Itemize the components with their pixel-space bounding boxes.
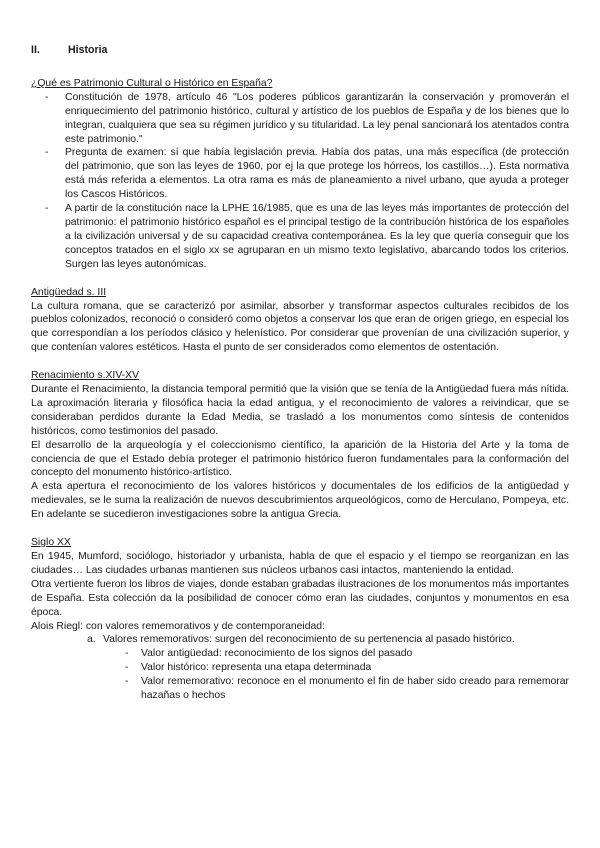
paragraph: En 1945, Mumford, sociólogo, historiador y urbanista, habla de que el espacio y el tiempo se reorganizan en las ciudades… Las ciudades urbanas mantienen sus núcleos urbanos casi intactos, manteniendo la entidad.	[31, 551, 569, 576]
section-title-renacimiento: Renacimiento s.XIV-XV	[31, 370, 139, 382]
sub-list-item: - Valor histórico: representa una etapa determinada	[141, 661, 569, 675]
list-item-text: Valores rememorativos: surgen del reconocimiento de su pertenencia al pasado histórico.	[103, 634, 515, 646]
list-marker: a.	[87, 634, 96, 646]
sub-list-item: - Valor antigüedad: reconocimiento de los signos del pasado	[141, 647, 569, 661]
paragraph: Otra vertiente fueron los libros de viajes, donde estaban grabadas ilustraciones de los monumentos más importantes de España. Esta colección da la posibilidad de conocer cómo eran las ciudades, conjuntos y monumentos en esa época.	[31, 578, 569, 618]
sub-list-item: - Valor rememorativo: reconoce en el monumento el fin de haber sido creado para rememorar hazañas o hechos	[141, 675, 569, 703]
paragraph-antiguedad: La cultura romana, que se caracterizó por asimilar, absorber y transformar aspectos culturales recibidos de los pueblos colonizados, reconoció o consideró como objetos a conservar los que eran de origen griego, en especial los que correspondían a los períodos clásico y helenístico. Por considerar que provenían de una civilización superior, y que contenían valores estéticos. Hasta el punto de ser considerados como elementos de ostentación.	[31, 300, 569, 354]
patrimonio-list	[31, 91, 569, 272]
paragraph: Alois Riegl: con valores rememorativos y de contemporaneidad:	[31, 620, 325, 632]
list-item: - Pregunta de examen: sí que había legislación previa. Había dos patas, una más específica (de protección del patrimonio, que son las leyes de 1960, por ej la que protege los hórreos, los castillos…). Esta normativa está más referida a elementos. La otra rama es más de planeamiento a nivel urbano, que ayuda a proteger los Cascos Históricos.	[65, 146, 569, 202]
list-item: - A partir de la constitución nace la LPHE 16/1985, que es una de las leyes más importantes de protección del patrimonio: el patrimonio histórico español es el principal testigo de la contribución histórica de los españoles a la civilización universal y de su capacidad creativa contemporánea. Es la ley que quería conseguir que los conceptos tratados en el siglo xx se agruparan en un mismo texto legislativo, abarcando todos los criterios. Surgen las leyes autonómicas.	[65, 202, 569, 272]
paragraph: A esta apertura el reconocimiento de los valores históricos y documentales de los edificios de la antigüedad y medievales, se le suma la realización de nuevos descubrimientos arqueológicos, como de Herculano, Pompeya, etc. En adelante se sucedieron investigaciones sobre la antigua Grecia.	[31, 481, 569, 521]
riegl-values-list	[31, 633, 569, 703]
paragraph: Durante el Renacimiento, la distancia temporal permitió que la visión que se tenía de la Antigüedad fuera más nítida. La aproximación literaria y filosófica hacia la edad antigua, y el reconocimiento de valores a reivindicar, que se consideraban perdidos durante la Edad Media, se trasladó a los monumentos como síntesis de contenidos históricos, como testimonios del pasado.	[31, 384, 569, 437]
heading-number: II.	[31, 44, 40, 56]
list-item	[87, 633, 569, 703]
riegl-sub-list	[103, 647, 569, 703]
paragraph: El desarrollo de la arqueología y el coleccionismo científico, la aparición de la Historia del Arte y la toma de conciencia de que el Estado debía proteger el patrimonio histórico fueron fundamentales para la conformación del concepto del monumento histórico-artístico.	[31, 439, 569, 479]
heading-title: Historia	[68, 44, 108, 56]
section-title-siglo-xx: Siglo XX	[31, 537, 71, 549]
section-title-antiguedad: Antigüedad s. III	[31, 286, 107, 298]
section-heading	[31, 44, 569, 58]
section-title-patrimonio: ¿Qué es Patrimonio Cultural o Histórico en España?	[31, 77, 273, 89]
list-item: - Constitución de 1978, artículo 46 "Los poderes públicos garantizarán la conservación y promoverán el enriquecimiento del patrimonio histórico, cultural y artístico de los pueblos de España y de los bienes que lo integran, cualquiera que sea su régimen jurídico y su titularidad. La ley penal sancionará los atentados contra este patrimonio."	[65, 91, 569, 147]
